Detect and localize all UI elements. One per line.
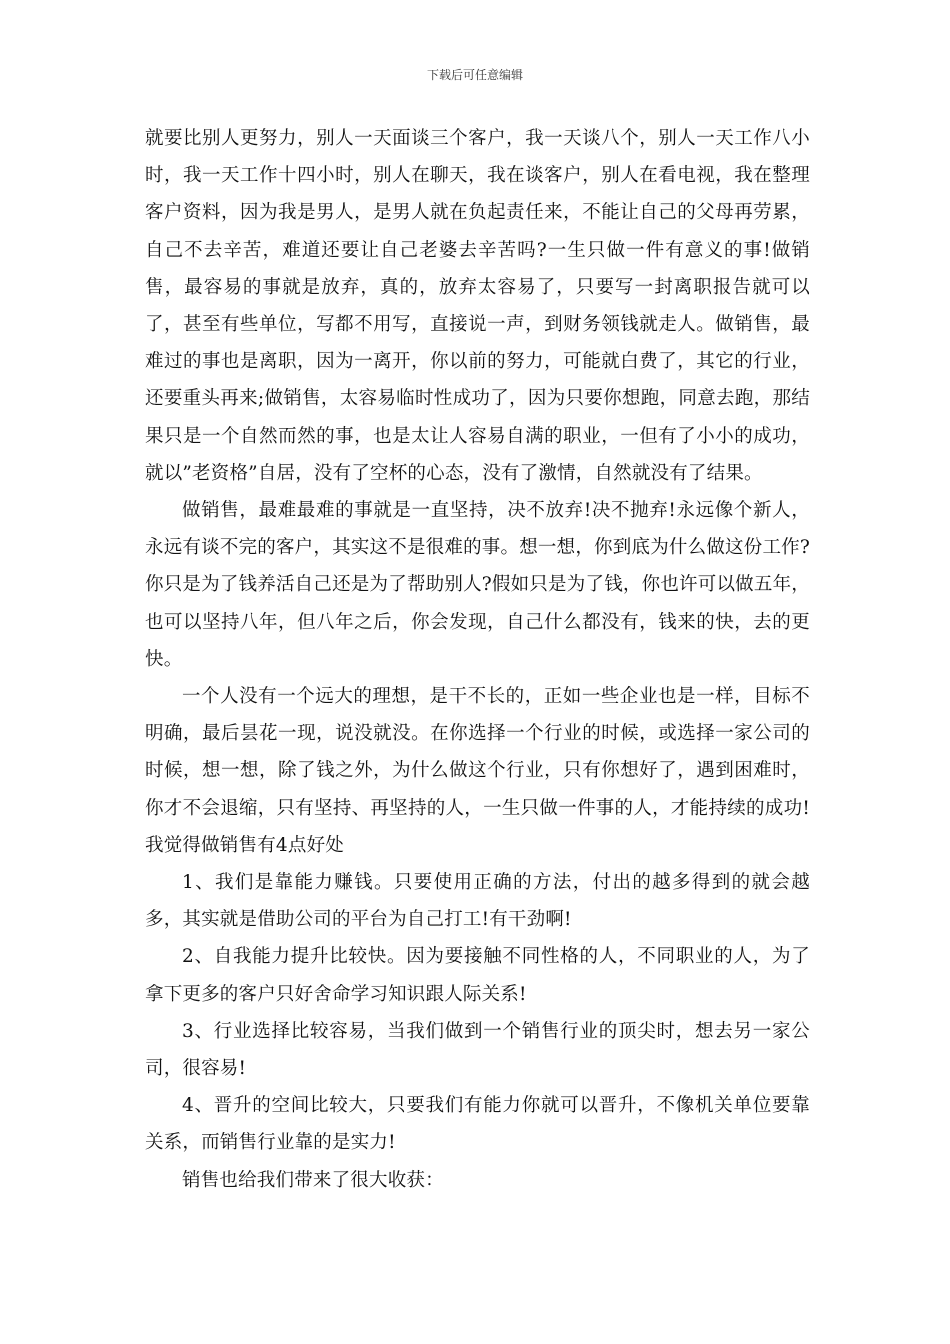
paragraph-point-2: 2、自我能力提升比较快。因为要接触不同性格的人，不同职业的人，为了拿下更多的客户只好舍命学习知识跟人际关系! <box>145 946 810 1005</box>
paragraph-point-1: 1、我们是靠能力赚钱。只要使用正确的方法，付出的越多得到的就会越多，其实就是借助公司的平台为自己打工!有干劲啊! <box>145 872 810 931</box>
page-header: 下载后可任意编辑 <box>426 68 523 82</box>
paragraph-3: 一个人没有一个远大的理想，是干不长的，正如一些企业也是一样，目标不明确，最后昙花一现，说没就没。在你选择一个行业的时候，或选择一家公司的时候，想一想，除了钱之外，为什么做这个行业，只有你想好了，遇到困难时，你才不会退缩，只有坚持、再坚持的人，一生只做一件事的人，才能持续的成功!我觉得做销售有4点好处 <box>145 686 810 856</box>
paragraph-1: 就要比别人更努力，别人一天面谈三个客户，我一天谈八个，别人一天工作八小时，我一天工作十四小时，别人在聊天，我在谈客户，别人在看电视，我在整理客户资料，因为我是男人，是男人就在负起责任来，不能让自己的父母再劳累，自己不去辛苦，难道还要让自己老婆去辛苦吗?一生只做一件有意义的事!做销售，最容易的事就是放弃，真的，放弃太容易了，只要写一封离职报告就可以了，甚至有些单位，写都不用写，直接说一声，到财务领钱就走人。做销售，最难过的事也是离职，因为一离开，你以前的努力，可能就白费了，其它的行业，还要重头再来;做销售，太容易临时性成功了，因为只要你想跑，同意去跑，那结果只是一个自然而然的事，也是太让人容易自满的职业，一但有了小小的成功，就以”老资格”自居，没有了空杯的心态，没有了激情，自然就没有了结果。 <box>145 128 810 484</box>
paragraph-point-4: 4、晋升的空间比较大，只要我们有能力你就可以晋升，不像机关单位要靠关系，而销售行业靠的是实力! <box>145 1095 810 1154</box>
paragraph-closing: 销售也给我们带来了很大收获： <box>182 1169 444 1191</box>
paragraph-point-3: 3、行业选择比较容易，当我们做到一个销售行业的顶尖时，想去另一家公司，很容易! <box>145 1020 810 1080</box>
paragraph-2: 做销售，最难最难的事就是一直坚持，决不放弃!决不抛弃!永远像个新人，永远有谈不完的客户，其实这不是很难的事。想一想，你到底为什么做这份工作?你只是为了钱养活自己还是为了帮助别人?假如只是为了钱，你也许可以做五年，也可以坚持八年，但八年之后，你会发现，自己什么都没有，钱来的快，去的更快。 <box>145 500 810 670</box>
document-body <box>145 120 810 1199</box>
